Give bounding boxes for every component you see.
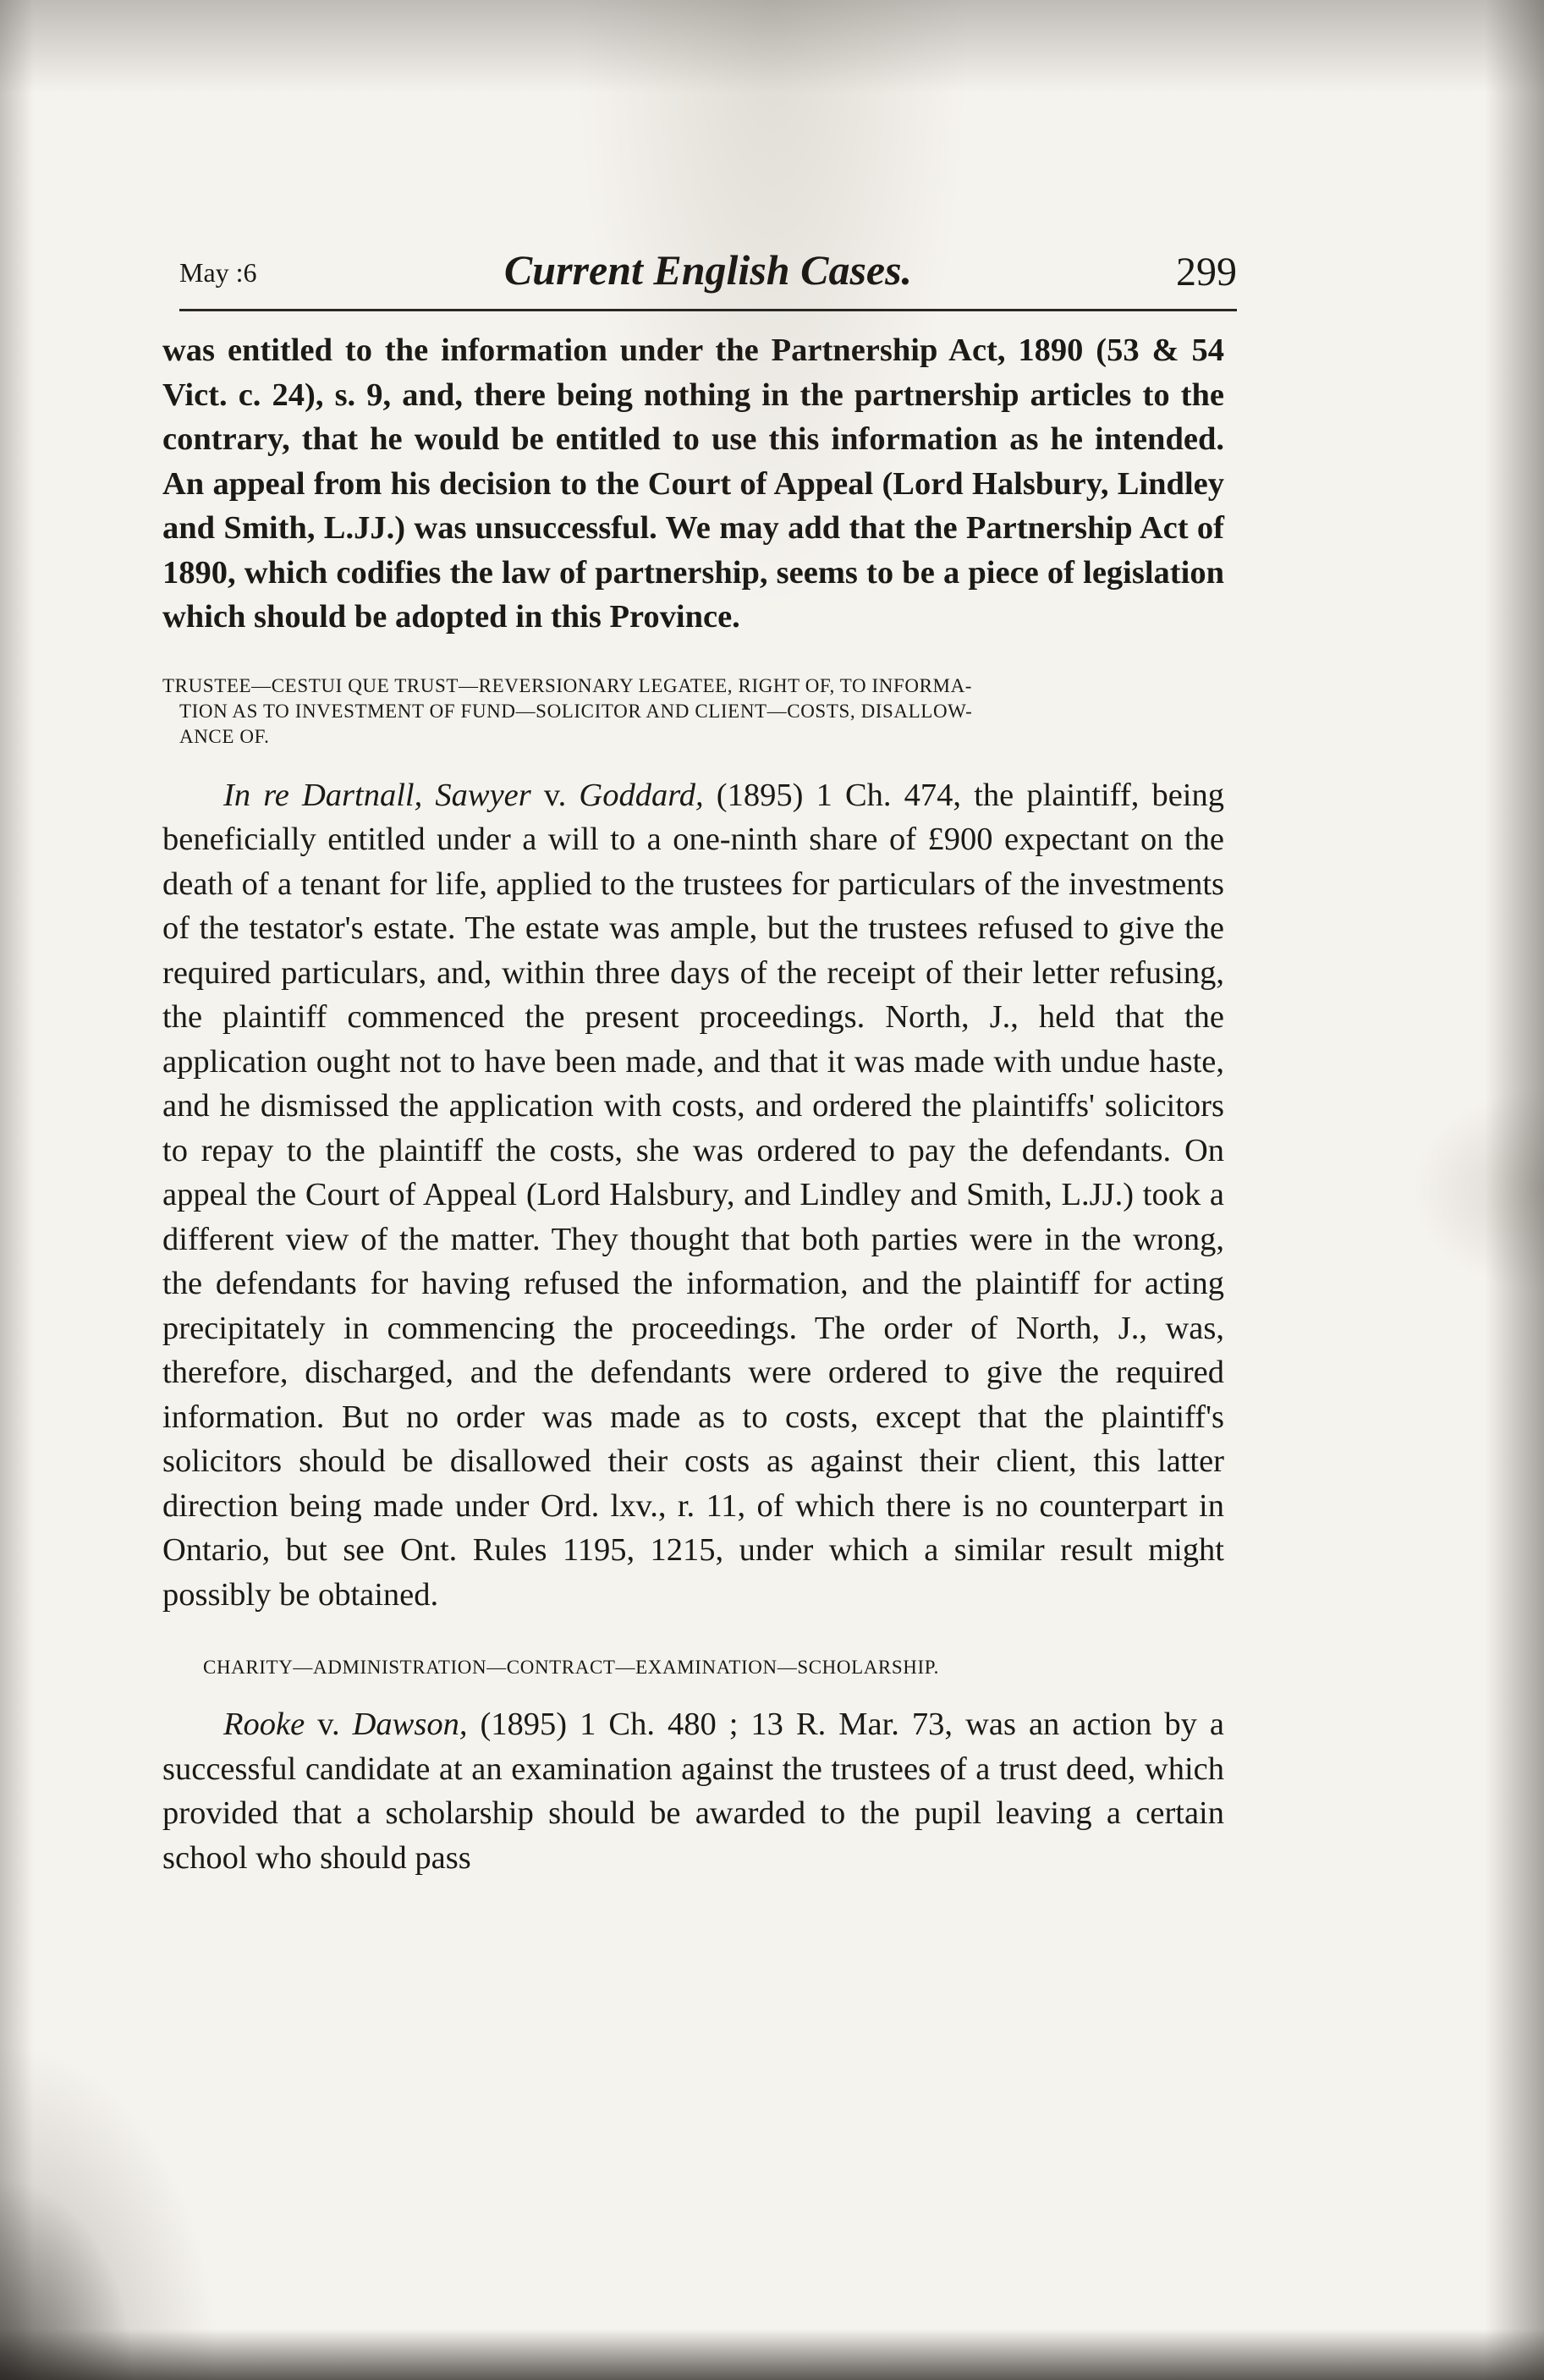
versus: v. [530,777,580,813]
case-party: Dawson, [352,1707,468,1742]
versus: v. [305,1707,353,1742]
header-title: Current English Cases. [503,246,913,294]
page-edge-shadow-bottom [0,2329,1544,2380]
paragraph-partnership: was entitled to the information under the Partnership Act, 1890 (53 & 54 Vict. c. 24), s. 9, and, there being nothing in the partnership articles to the contrary, that he would be entitled to use this information as he intended. An appeal from his decision to the Court of Appeal (Lord Halsbury, Lindley and Smith, L.JJ.) was unsuccessful. We may add that the Partnership Act of 1890, which codifies the law of partnership, seems to be a piece of legislation which should be adopted in this Province. [162,333,1224,635]
page-edge-shadow-left [0,0,34,2380]
section-heading-line: TION AS TO INVESTMENT OF FUND—SOLICITOR AND CLIENT—COSTS, DISALLOW- [179,700,973,722]
page-number: 299 [1176,250,1237,294]
case-name: In re Dartnall, Sawyer [223,777,531,813]
case-party: Goddard, [579,777,704,813]
running-header [179,245,1237,305]
page-edge-shadow-right [1485,0,1544,2380]
section-heading-charity: CHARITY—ADMINISTRATION—CONTRACT—EXAMINATION—SCHOLARSHIP. [203,1657,939,1678]
paragraph-body: (1895) 1 Ch. 474, the plaintiff, being beneficially entitled under a will to a one-ninth share of £900 expectant on the death of a tenant for life, applied to the trustees for particulars of the investments of the testator's estate. The estate was ample, but the trustees refused to give the required particulars, and, within three days of the receipt of their letter refusing, the plaintiff commenced the present proceedings. North, J., held that the application ought not to have been made, and that it was made with undue haste, and he dismissed the application with costs, and ordered the plaintiffs' solicitors to repay to the plaintiff the costs, she was ordered to pay the defendants. On appeal the Court of Appeal (Lord Halsbury, and Lindley and Smith, L.JJ.) took a different view of the matter. They thought that both parties were in the wrong, the defendants for having refused the information, and the plaintiff for acting precipitately in commencing the proceedings. The order of North, J., was, therefore, discharged, and the defendants were ordered to give the required information. But no order was made as to costs, except that the plaintiff's solicitors should be disallowed their costs as against their client, this latter direction being made under Ord. lxv., r. 11, of which there is no counterpart in Ontario, but see Ont. Rules 1195, 1215, under which a similar result might possibly be obtained. [162,777,1225,1613]
paragraph-dartnall [162,773,1224,1618]
header-date: May :6 [179,257,257,288]
header-rule [179,309,1237,311]
section-heading-line: TRUSTEE—CESTUI QUE TRUST—REVERSIONARY LEGATEE, RIGHT OF, TO INFORMA- [162,674,973,696]
paragraph-rooke [162,1702,1224,1880]
text-column [162,328,1224,1880]
section-heading-trustee [162,673,1224,750]
section-heading-line: ANCE OF. [179,725,270,747]
page-edge-shadow-top [0,0,1544,93]
page-corner-shadow [0,2177,135,2380]
case-name: Rooke [223,1707,305,1742]
paragraph-body: (1895) 1 Ch. 480 ; 13 R. Mar. 73, was an action by a successful candidate at an examination against the trustees of a trust deed, which provided that a scholarship should be awarded to the pupil leaving a certain school who should pass [162,1707,1224,1876]
